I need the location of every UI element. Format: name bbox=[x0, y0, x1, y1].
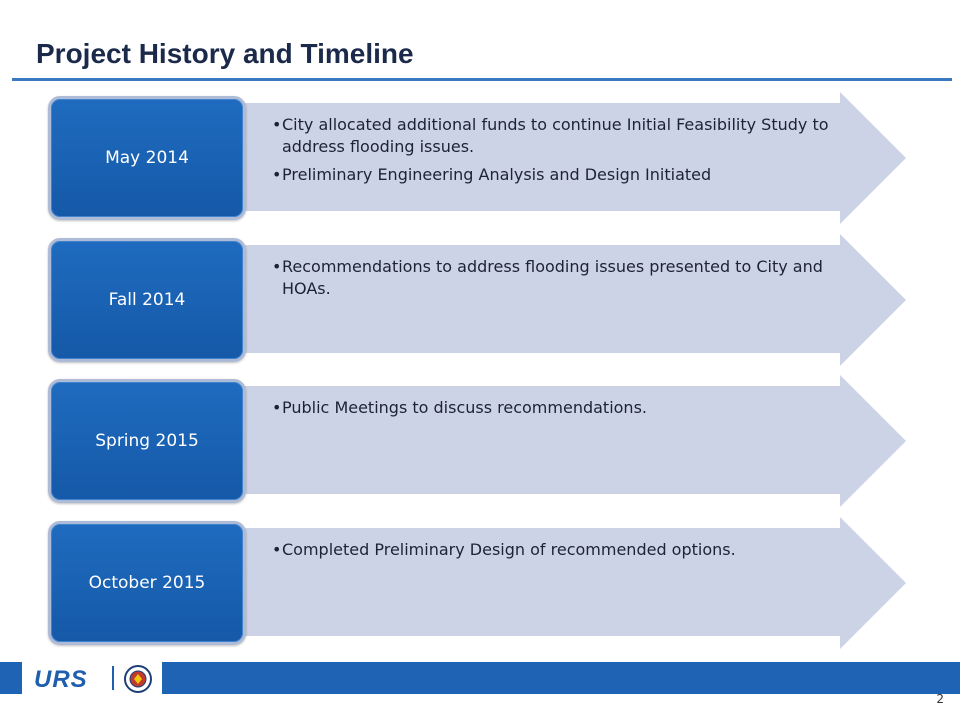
bullet-list bbox=[272, 397, 862, 425]
page-number: 2 bbox=[936, 692, 944, 706]
bullet-item: • Public Meetings to discuss recommendations. bbox=[272, 397, 862, 419]
date-label: Spring 2015 bbox=[95, 431, 199, 451]
date-label: October 2015 bbox=[88, 573, 206, 593]
date-label: Fall 2014 bbox=[108, 290, 186, 310]
bullet-item: • Preliminary Engineering Analysis and Design Initiated bbox=[272, 164, 832, 186]
bullet-list bbox=[272, 539, 862, 567]
date-label: May 2014 bbox=[105, 148, 189, 168]
date-box bbox=[48, 379, 246, 503]
timeline-row bbox=[0, 375, 960, 507]
bullet-item: • Completed Preliminary Design of recommended options. bbox=[272, 539, 862, 561]
slide-title: Project History and Timeline bbox=[36, 38, 414, 69]
timeline-row bbox=[0, 92, 960, 224]
urs-logo: URS bbox=[34, 666, 88, 693]
logo-divider bbox=[112, 666, 114, 690]
bullet-item: • City allocated additional funds to continue Initial Feasibility Study to address flooding issues. bbox=[272, 114, 832, 158]
timeline-row bbox=[0, 517, 960, 649]
timeline-row bbox=[0, 234, 960, 366]
bullet-item: • Recommendations to address flooding issues presented to City and HOAs. bbox=[272, 256, 862, 300]
bullet-list bbox=[272, 114, 832, 192]
date-box bbox=[48, 96, 246, 220]
bullet-list bbox=[272, 256, 862, 306]
date-box bbox=[48, 238, 246, 362]
date-box bbox=[48, 521, 246, 645]
title-underline bbox=[12, 78, 952, 81]
city-seal-icon bbox=[120, 664, 156, 694]
